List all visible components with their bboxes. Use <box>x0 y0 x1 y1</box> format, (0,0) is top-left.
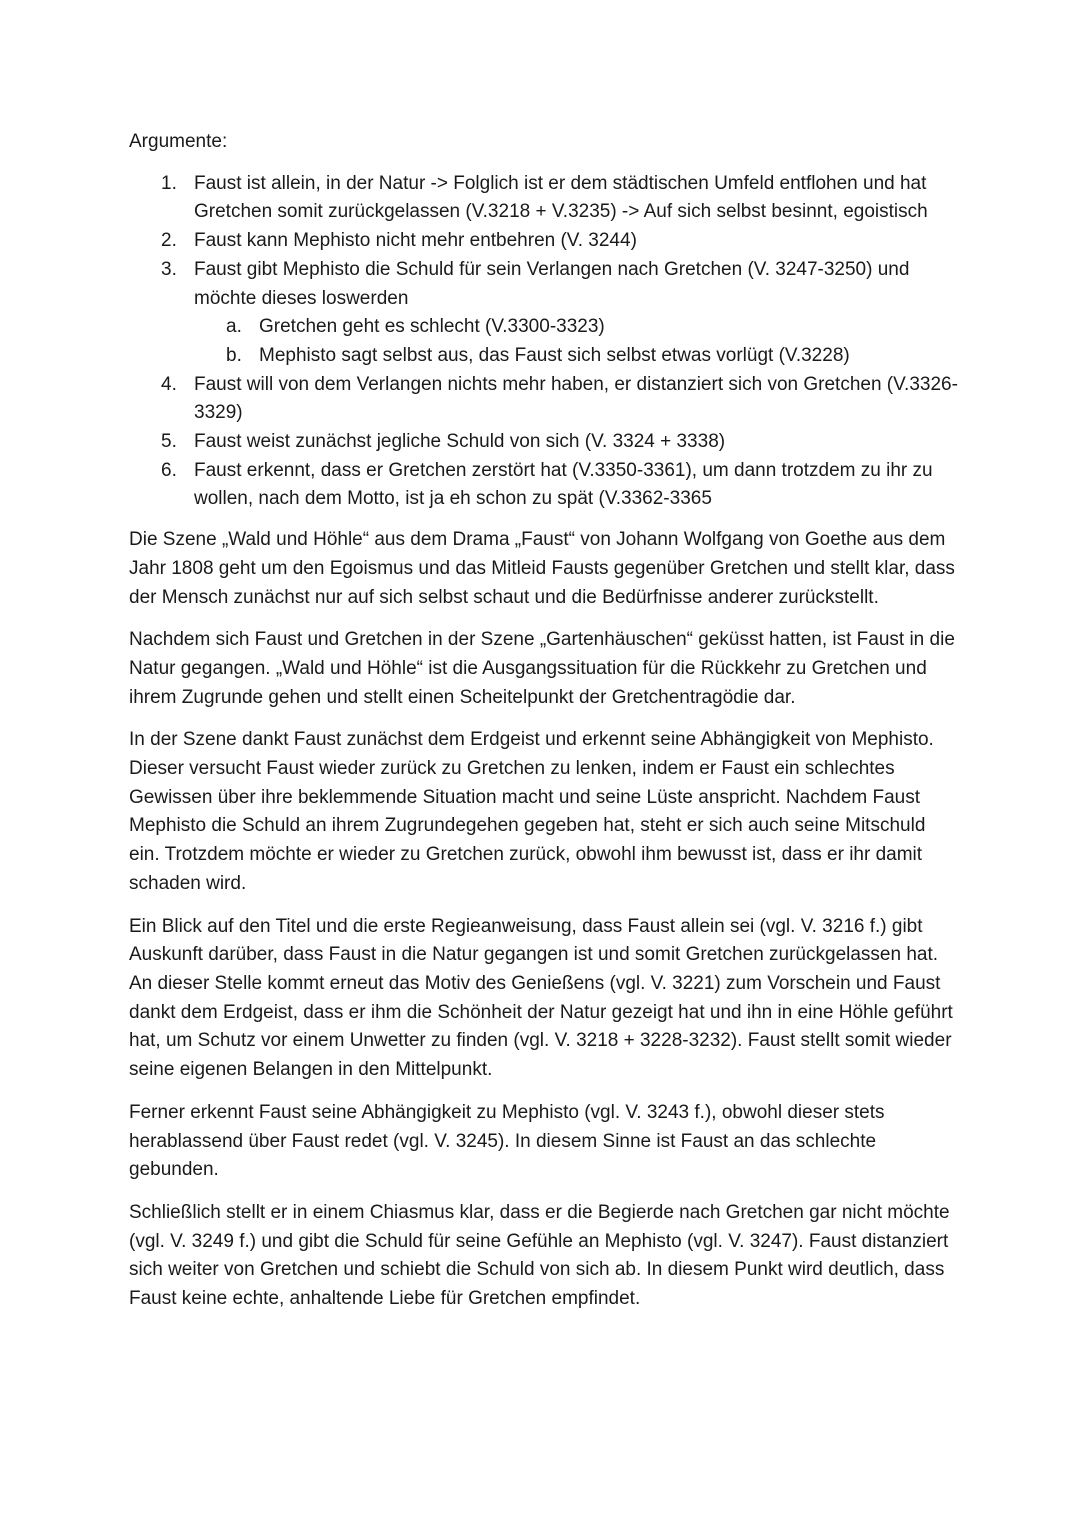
sub-list-item-letter: a. <box>226 316 242 338</box>
document-page <box>129 128 959 1328</box>
list-item-text: Faust ist allein, in der Natur -> Folglich ist er dem städtischen Umfeld entflohen und hat Gretchen somit zurückgelassen (V.3218 + V.3235) -> Auf sich selbst besinnt, egoistisch <box>194 172 928 223</box>
paragraph-analysis-1: Ein Blick auf den Titel und die erste Regieanweisung, dass Faust allein sei (vgl. V. 3216 f.) gibt Auskunft darüber, dass Faust in die Natur gegangen ist und somit Gretchen zurückgelassen hat. An dieser Stelle kommt erneut das Motiv des Genießens (vgl. V. 3221) zum Vorschein und Faust dankt dem Erdgeist, dass er ihm die Schönheit der Natur gezeigt hat und ihn in eine Höhle geführt hat, um Schutz vor einem Unwetter zu finden (vgl. V. 3218 + 3228-3232). Faust stellt somit wieder seine eigenen Belangen in den Mittelpunkt. <box>129 915 953 1081</box>
sub-list-item-text: Mephisto sagt selbst aus, das Faust sich selbst etwas vorlügt (V.3228) <box>259 344 850 366</box>
arguments-list <box>129 170 959 514</box>
list-item <box>161 170 959 227</box>
arguments-heading: Argumente: <box>129 131 228 152</box>
list-item <box>161 457 959 514</box>
sub-arguments-list <box>194 313 959 370</box>
list-item-text: Faust kann Mephisto nicht mehr entbehren (V. 3244) <box>194 230 637 252</box>
paragraph-introduction: Die Szene „Wald und Höhle“ aus dem Drama „Faust“ von Johann Wolfgang von Goethe aus dem Jahr 1808 geht um den Egoismus und das Mitleid Fausts gegenüber Gretchen und stellt klar, dass der Mensch zunächst nur auf sich selbst schaut und die Bedürfnisse anderer zurückstellt. <box>129 529 955 608</box>
paragraph-analysis-3: Schließlich stellt er in einem Chiasmus klar, dass er die Begierde nach Gretchen gar nicht möchte (vgl. V. 3249 f.) und gibt die Schuld für seine Gefühle an Mephisto (vgl. V. 3247). Faust distanziert sich weiter von Gretchen und schiebt die Schuld von sich ab. In diesem Punkt wird deutlich, dass Faust keine echte, anhaltende Liebe für Gretchen empfindet. <box>129 1201 950 1310</box>
sub-list-item <box>226 313 959 342</box>
list-item-text: Faust will von dem Verlangen nichts mehr haben, er distanziert sich von Gretchen (V.3326-3329) <box>194 373 958 424</box>
paragraph-analysis-2: Ferner erkennt Faust seine Abhängigkeit zu Mephisto (vgl. V. 3243 f.), obwohl dieser stets herablassend über Faust redet (vgl. V. 3245). In diesem Sinne ist Faust an das schlechte gebunden. <box>129 1101 885 1181</box>
list-item <box>161 227 959 256</box>
list-item-number: 2. <box>161 230 177 252</box>
sub-list-item-letter: b. <box>226 344 242 366</box>
list-item <box>161 428 959 457</box>
list-item-number: 6. <box>161 459 177 481</box>
list-item <box>161 371 959 428</box>
list-item-number: 4. <box>161 373 177 395</box>
list-item <box>161 256 959 371</box>
list-item-number: 5. <box>161 431 177 453</box>
sub-list-item-text: Gretchen geht es schlecht (V.3300-3323) <box>259 316 605 338</box>
list-item-number: 1. <box>161 172 177 194</box>
paragraph-context: Nachdem sich Faust und Gretchen in der Szene „Gartenhäuschen“ geküsst hatten, ist Faust in die Natur gegangen. „Wald und Höhle“ ist die Ausgangssituation für die Rückkehr zu Gretchen und ihrem Zugrunde gehen und stellt einen Scheitelpunkt der Gretchentragödie dar. <box>129 629 955 708</box>
list-item-number: 3. <box>161 258 177 280</box>
sub-list-item <box>226 342 959 371</box>
list-item-text: Faust erkennt, dass er Gretchen zerstört hat (V.3350-3361), um dann trotzdem zu ihr zu wollen, nach dem Motto, ist ja eh schon zu spät (V.3362-3365 <box>194 459 933 510</box>
list-item-text: Faust gibt Mephisto die Schuld für sein Verlangen nach Gretchen (V. 3247-3250) und möchte dieses loswerden <box>194 258 910 309</box>
paragraph-summary: In der Szene dankt Faust zunächst dem Erdgeist und erkennt seine Abhängigkeit von Mephisto. Dieser versucht Faust wieder zurück zu Gretchen zu lenken, indem er Faust ein schlechtes Gewissen über ihre beklemmende Situation macht und seine Lüste anspricht. Nachdem Faust Mephisto die Schuld an ihrem Zugrundegehen gegeben hat, steht er sich auch seine Mitschuld ein. Trotzdem möchte er wieder zu Gretchen zurück, obwohl ihm bewusst ist, dass er ihr damit schaden wird. <box>129 729 934 894</box>
list-item-text: Faust weist zunächst jegliche Schuld von sich (V. 3324 + 3338) <box>194 431 726 453</box>
